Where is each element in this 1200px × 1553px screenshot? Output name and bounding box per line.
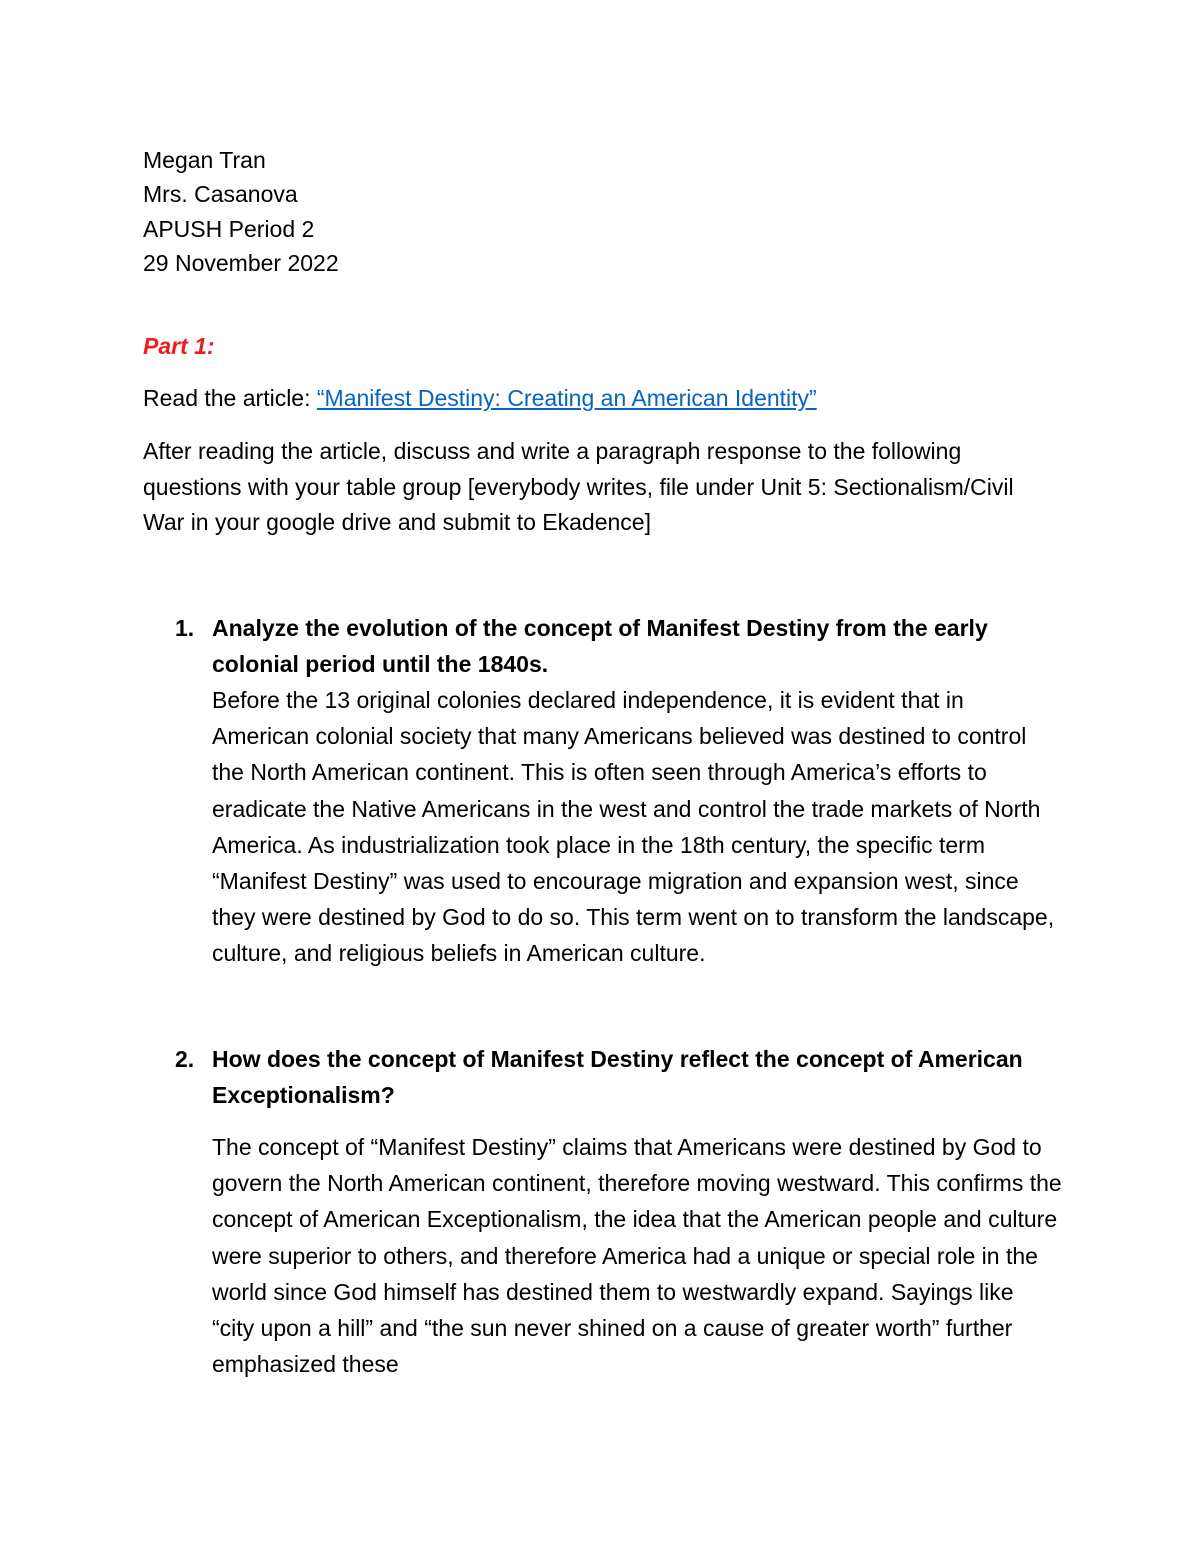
question-prompt: Analyze the evolution of the concept of Manifest Destiny from the early colonial period until the 1840s. xyxy=(212,615,988,677)
question-prompt: How does the concept of Manifest Destiny reflect the concept of American Exceptionalism? xyxy=(212,1046,1023,1108)
instructions-paragraph: After reading the article, discuss and write a paragraph response to the following questions with your table group [everybody writes, file under Unit 5: Sectionalism/Civil War in your google drive and submit to Ekadence] xyxy=(143,438,1014,535)
question-item xyxy=(143,1041,1063,1382)
student-name: Megan Tran xyxy=(143,147,266,173)
question-number: 2. xyxy=(175,1046,195,1072)
question-number: 1. xyxy=(175,615,195,641)
class-period: APUSH Period 2 xyxy=(143,216,315,242)
question-item xyxy=(143,610,1063,972)
read-prefix: Read the article: xyxy=(143,385,317,411)
read-article-line xyxy=(143,382,817,414)
article-link[interactable]: “Manifest Destiny: Creating an American Identity” xyxy=(316,385,817,411)
question-answer: Before the 13 original colonies declared independence, it is evident that in American colonial society that many Americans believed was destined to control the North American continent. This is often seen through America’s efforts to eradicate the Native Americans in the west and control the trade markets of North America. As industrialization took place in the 18th century, the specific term “Manifest Destiny” was used to encourage migration and expansion west, since they were destined by God to do so. This term went on to transform the landscape, culture, and religious beliefs in American culture. xyxy=(212,687,1055,967)
question-answer: The concept of “Manifest Destiny” claims that Americans were destined by God to govern the North American continent, therefore moving westward. This confirms the concept of American Exceptionalism, the idea that the American people and culture were superior to others, and therefore America had a unique or special role in the world since God himself has destined them to westwardly expand. Sayings like “city upon a hill” and “the sun never shined on a cause of greater worth” further emphasized these xyxy=(212,1134,1062,1378)
teacher-name: Mrs. Casanova xyxy=(143,181,298,207)
part-title: Part 1: xyxy=(143,333,215,359)
document-date: 29 November 2022 xyxy=(143,250,339,276)
